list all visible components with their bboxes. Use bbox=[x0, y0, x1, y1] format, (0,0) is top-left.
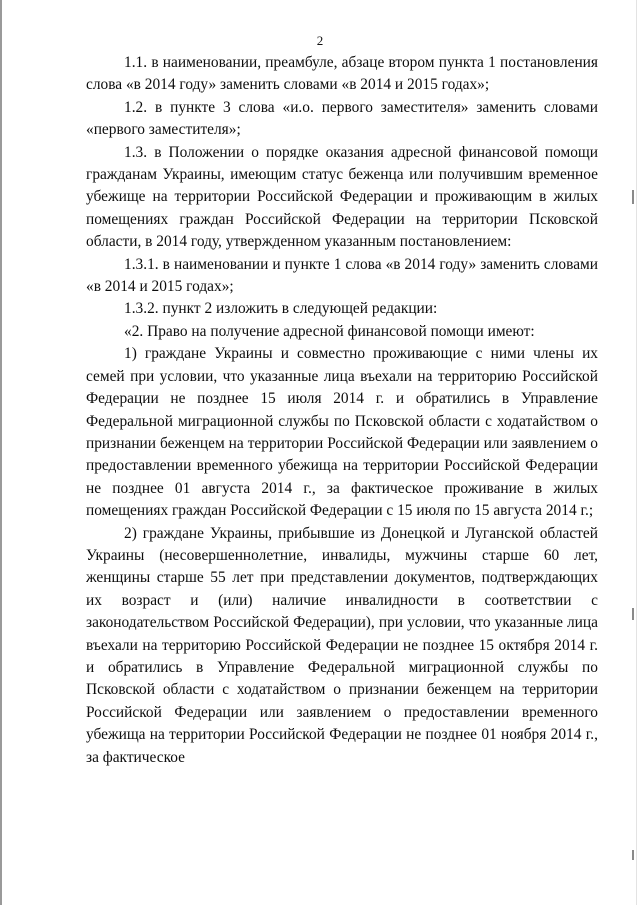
scan-mark bbox=[632, 850, 634, 860]
paragraph-item-2: 2) граждане Украины, прибывшие из Донецкой и Луганской областей Украины (несовершеннолетние, инвалиды, мужчины старше 60 лет, женщины старше 55 лет при представлении документов, подтверждающих их возраст и (или) наличие инвалидности в соответствии с законодательством Российской Федерации), при условии, что указанные лица въехали на территорию Российской Федерации не позднее 15 октября 2014 г. и обратились в Управление Федеральной миграционной службы по Псковской области с ходатайством о признании беженцем на территории Российской Федерации или заявлением о предоставлении временного убежища на территории Российской Федерации не позднее 01 ноября 2014 г., за фактическое bbox=[86, 524, 598, 766]
paragraph-clause-2: «2. Право на получение адресной финансовой помощи имеют: bbox=[124, 322, 535, 340]
page-number: 2 bbox=[316, 33, 324, 48]
paragraph-1-2: 1.2. в пункте 3 слова «и.о. первого заместителя» заменить словами «первого заместителя»; bbox=[86, 98, 598, 139]
scan-edge-right bbox=[636, 0, 637, 905]
scan-mark bbox=[632, 190, 634, 204]
scan-mark bbox=[632, 608, 634, 620]
document-body bbox=[86, 52, 598, 769]
paragraph-1-3-2: 1.3.2. пункт 2 изложить в следующей редакции: bbox=[124, 300, 438, 318]
paragraph-1-1: 1.1. в наименовании, преамбуле, абзаце втором пункта 1 постановления слова «в 2014 году» заменить словами «в 2014 и 2015 годах»; bbox=[86, 54, 598, 94]
paragraph-item-1: 1) граждане Украины и совместно проживающие с ними члены их семей при условии, что указанные лица въехали на территорию Российской Федерации не позднее 15 июля 2014 г. и обратились в Управление Федеральной миграционной службы по Псковской области с ходатайством о признании беженцем на территории Российской Федерации или заявлением о предоставлении временного убежища на территории Российской Федерации не позднее 01 августа 2014 г., за фактическое проживание в жилых помещениях граждан Российской Федерации с 15 июля по 15 августа 2014 г.; bbox=[86, 345, 598, 520]
paragraph-1-3: 1.3. в Положении о порядке оказания адресной финансовой помощи гражданам Украины, имеющим статус беженца или получившим временное убежище на территории Российской Федерации и проживающим в жилых помещениях граждан Российской Федерации на территории Псковской области, в 2014 году, утвержденном указанным постановлением: bbox=[86, 143, 598, 251]
scan-edge-left bbox=[0, 0, 2, 905]
paragraph-1-3-1: 1.3.1. в наименовании и пункте 1 слова «в 2014 году» заменить словами «в 2014 и 2015 годах»; bbox=[86, 255, 598, 296]
